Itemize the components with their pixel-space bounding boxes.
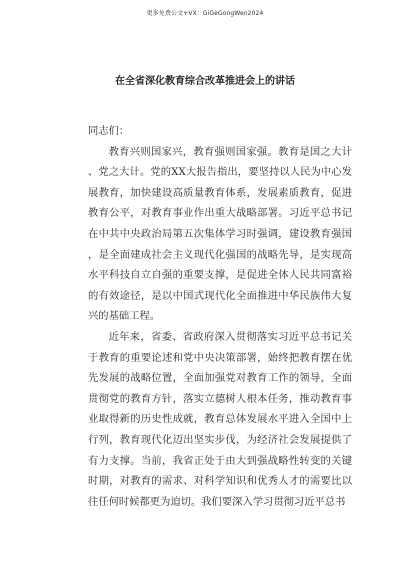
header-note: 更多免费公文+VX：GiGeGongWen2024 bbox=[146, 10, 264, 17]
document-body bbox=[88, 121, 352, 512]
body-paragraph-2: 近年来，省委、省政府深入贯彻落实习近平总书记关于教育的重要论述和党中央决策部署，始终把教育摆在优先发展的战略位置，全面加强党对教育工作的领导，全面贯彻党的教育方针，落实立德树人根本任务，推动教育事业取得新的历史性成就，教育总体发展水平进入全国中上行列，教育现代化迈出坚实步伐，为经济社会发展提供了有力支撑。当前，我省正处于由大到强战略性转变的关键时期，对教育的需求、对科学知识和优秀人才的需要比以往任何时候都更为迫切。我们要深入学习贯彻习近平总书 bbox=[88, 330, 352, 508]
body-paragraph-1: 教育兴则国家兴，教育强则国家强。教育是国之大计、党之大计。党的XX大报告指出，要坚持以人民为中心发展教育，加快建设高质量教育体系，发展素质教育，促进教育公平，对教育事业作出重大战略部署。习近平总书记在中共中央政治局第五次集体学习时强调，建设教育强国，是全面建成社会主义现代化强国的战略先导，是实现高水平科技自立自强的重要支撑，是促进全体人民共同富裕的有效途径，是以中国式现代化全面推进中华民族伟大复兴的基础工程。 bbox=[88, 145, 352, 323]
document-title: 在全省深化教育综合改革推进会上的讲话 bbox=[115, 76, 295, 87]
salutation: 同志们： bbox=[88, 125, 130, 137]
